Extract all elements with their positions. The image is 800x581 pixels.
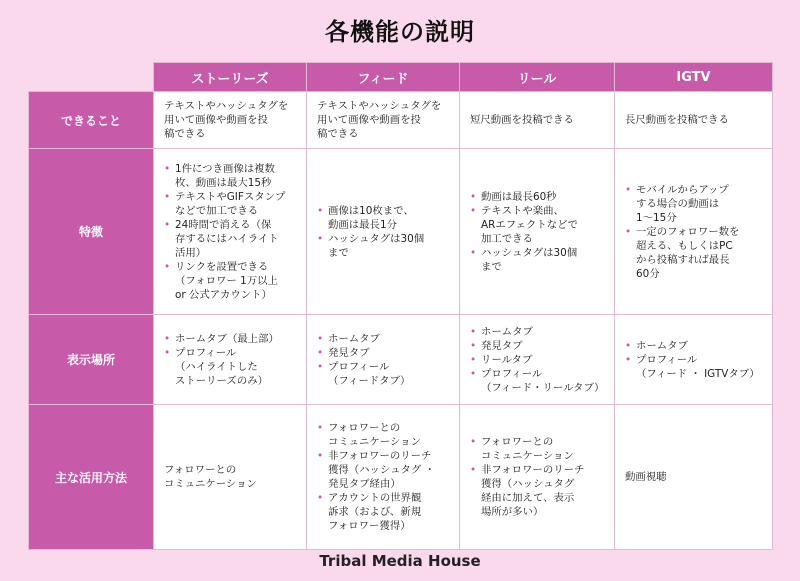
column-header-stories: ストーリーズ [154, 63, 307, 92]
table-header-row [29, 63, 773, 92]
row-label-capability: できること [29, 92, 154, 149]
table-row-display-location [29, 315, 773, 405]
cell-capability-igtv: 長尺動画を投稿できる [615, 92, 773, 149]
bullet-item: • 発見タブ [317, 346, 453, 360]
bullet-item: • ホームタブ [317, 332, 453, 346]
bullet-item: • プロフィール （ハイライトした ストーリーズのみ） [164, 346, 300, 388]
bullet-list [164, 332, 300, 388]
cell-features-feed [307, 149, 460, 315]
bullet-item: • アカウントの世界観 訴求（および、新規 フォロワー獲得） [317, 491, 453, 533]
bullet-item: • フォロワーとの コミュニケーション [470, 435, 608, 463]
bullet-list [470, 190, 608, 274]
bullet-item: • プロフィール （フィード ・ IGTVタブ） [625, 353, 766, 381]
table-row-main-usage [29, 405, 773, 550]
bullet-list [317, 332, 453, 388]
bullet-list [470, 325, 608, 395]
bullet-list [164, 162, 300, 302]
bullet-list [317, 204, 453, 260]
cell-usage-stories: フォロワーとの コミュニケーション [154, 405, 307, 550]
cell-capability-feed: テキストやハッシュタグを 用いて画像や動画を投 稿できる [307, 92, 460, 149]
cell-display-feed [307, 315, 460, 405]
cell-features-igtv [615, 149, 773, 315]
row-label-display-location: 表示場所 [29, 315, 154, 405]
column-header-feed: フィード [307, 63, 460, 92]
bullet-item: • プロフィール （フィード・リールタブ） [470, 367, 608, 395]
bullet-list [625, 339, 766, 381]
cell-capability-stories: テキストやハッシュタグを 用いて画像や動画を投 稿できる [154, 92, 307, 149]
bullet-item: • 非フォロワーのリーチ 獲得（ハッシュタグ ・ 発見タブ経由） [317, 449, 453, 491]
bullet-item: • プロフィール （フィードタブ） [317, 360, 453, 388]
column-header-reels: リール [460, 63, 615, 92]
bullet-item: • ホームタブ [470, 325, 608, 339]
bullet-item: • 1件につき画像は複数 枚、動画は最大15秒 [164, 162, 300, 190]
bullet-item: • モバイルからアップ する場合の動画は 1〜15分 [625, 183, 766, 225]
feature-comparison-table [28, 62, 773, 550]
row-label-features: 特徴 [29, 149, 154, 315]
bullet-list [625, 183, 766, 281]
cell-features-reels [460, 149, 615, 315]
bullet-item: • フォロワーとの コミュニケーション [317, 421, 453, 449]
cell-usage-reels [460, 405, 615, 550]
bullet-item: • テキストやGIFスタンプ などで加工できる [164, 190, 300, 218]
bullet-item: • ホームタブ（最上部） [164, 332, 300, 346]
bullet-item: • ハッシュタグは30個 まで [317, 232, 453, 260]
cell-features-stories [154, 149, 307, 315]
table-row-features [29, 149, 773, 315]
bullet-item: • ホームタブ [625, 339, 766, 353]
bullet-list [470, 435, 608, 519]
cell-display-reels [460, 315, 615, 405]
cell-capability-reels: 短尺動画を投稿できる [460, 92, 615, 149]
brand-footer: Tribal Media House [319, 552, 481, 570]
bullet-item: • リンクを設置できる （フォロワー 1万以上 or 公式アカウント） [164, 260, 300, 302]
row-label-main-usage: 主な活用方法 [29, 405, 154, 550]
bullet-item: • 一定のフォロワー数を 超える、もしくはPC から投稿すれば最長 60分 [625, 225, 766, 281]
bullet-item: • 動画は最長60秒 [470, 190, 608, 204]
page-title: 各機能の説明 [325, 18, 475, 46]
bullet-item: • テキストや楽曲、 ARエフェクトなどで 加工できる [470, 204, 608, 246]
cell-display-igtv [615, 315, 773, 405]
bullet-item: • 非フォロワーのリーチ 獲得（ハッシュタグ 経由に加えて、表示 場所が多い） [470, 463, 608, 519]
bullet-item: • ハッシュタグは30個 まで [470, 246, 608, 274]
cell-display-stories [154, 315, 307, 405]
bullet-list [317, 421, 453, 533]
cell-usage-feed [307, 405, 460, 550]
bullet-item: • リールタブ [470, 353, 608, 367]
column-header-igtv: IGTV [615, 63, 773, 92]
table-row-capability [29, 92, 773, 149]
bullet-item: • 画像は10枚まで、 動画は最長1分 [317, 204, 453, 232]
bullet-item: • 発見タブ [470, 339, 608, 353]
bullet-item: • 24時間で消える（保 存するにはハイライト 活用） [164, 218, 300, 260]
cell-usage-igtv: 動画視聴 [615, 405, 773, 550]
header-corner [29, 63, 154, 92]
